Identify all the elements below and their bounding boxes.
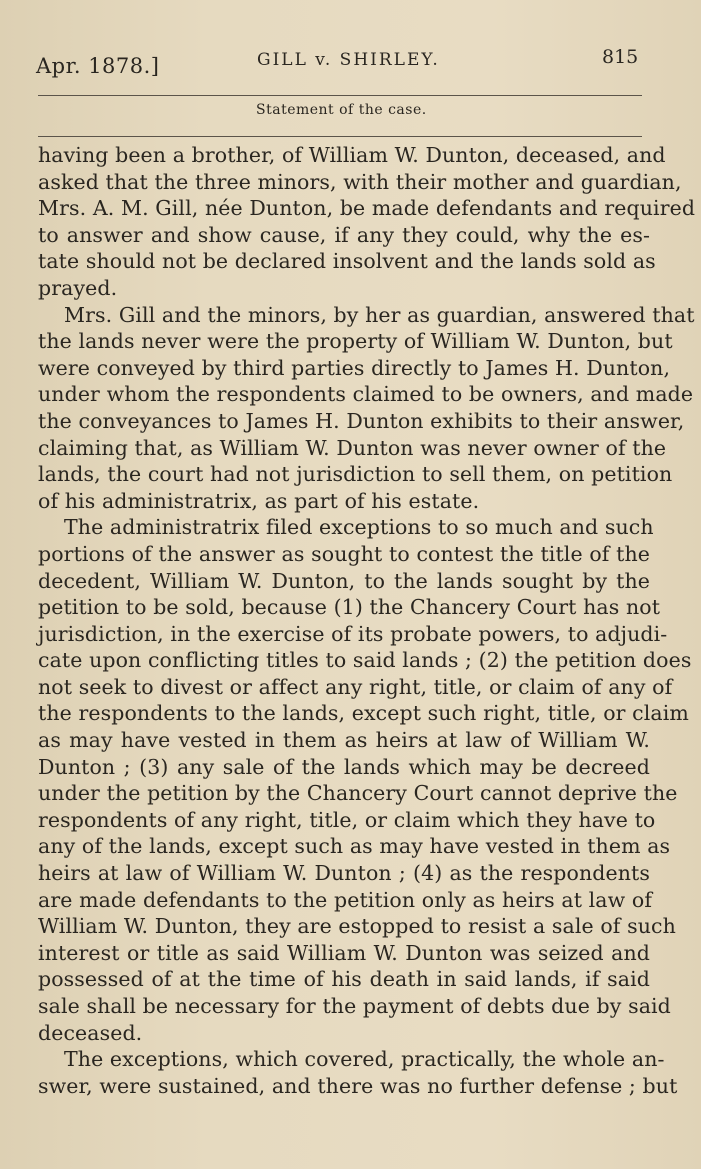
text-line: having been a brother, of William W. Dunton, deceased, and [38,143,666,167]
text-line: The exceptions, which covered, practically, the whole an- [64,1047,665,1072]
text-line: claiming that, as William W. Dunton was never owner of the [38,435,667,460]
text-line: the lands never were the property of William W. Dunton, but [38,329,673,354]
text-line: possessed of at the time of his death in said lands, if said [38,967,650,992]
text-line: portions of the answer as sought to contest the title of the [38,541,650,566]
text-line: the respondents to the lands, except such right, title, or claim [38,701,689,726]
text-line: any of the lands, except such as may have vested in them as [38,834,671,859]
text-line: under the petition by the Chancery Court cannot deprive the [38,781,678,806]
text-line: interest or title as said William W. Dunton was seized and [38,940,650,965]
body-text [38,142,696,1099]
text-line: prayed. [38,275,118,300]
text-line: are made defendants to the petition only as heirs at law of [38,887,653,912]
text-line: tate should not be declared insolvent and the lands sold as [38,249,656,274]
text-line: asked that the three minors, with their mother and guardian, [38,169,682,194]
text-line: deceased. [38,1020,143,1045]
text-line: the conveyances to James H. Dunton exhibits to their answer, [38,408,685,433]
text-line: The administratrix filed exceptions to so much and such [64,515,654,540]
text-line: swer, were sustained, and there was no further defense ; but [38,1073,678,1098]
text-line: cate upon conflicting titles to said lands ; (2) the petition does [38,648,692,673]
text-line: lands, the court had not jurisdiction to sell them, on petition [38,462,673,487]
header-rule-top [38,95,642,96]
text-line: Dunton ; (3) any sale of the lands which may be decreed [38,754,650,779]
header-rule-bottom [38,136,642,137]
text-line: Mrs. Gill and the minors, by her as guardian, answered that [64,302,695,327]
text-line: respondents of any right, title, or claim which they have to [38,807,656,832]
section-subtitle: Statement of the case. [256,102,427,118]
text-line: under whom the respondents claimed to be owners, and made [38,382,694,407]
text-line: petition to be sold, because (1) the Chancery Court has not [38,595,661,620]
text-line: William W. Dunton, they are estopped to resist a sale of such [38,914,676,939]
text-line: jurisdiction, in the exercise of its probate powers, to adjudi- [38,621,668,646]
text-line: as may have vested in them as heirs at law of William W. [38,728,650,753]
text-line: Mrs. A. M. Gill, née Dunton, be made defendants and required [38,196,696,221]
text-line: of his administratrix, as part of his estate. [38,488,480,513]
text-line: to answer and show cause, if any they could, why the es- [38,222,650,247]
header-case-title: GILL v. SHIRLEY. [257,50,440,70]
text-line: not seek to divest or affect any right, title, or claim of any of [38,674,673,699]
running-header [0,44,701,84]
page-number: 815 [602,46,639,68]
text-line: decedent, William W. Dunton, to the lands sought by the [38,568,650,593]
header-date: Apr. 1878.] [36,54,160,78]
text-line: were conveyed by third parties directly to James H. Dunton, [38,355,671,380]
text-line: sale shall be necessary for the payment of debts due by said [38,994,671,1018]
text-line: heirs at law of William W. Dunton ; (4) as the respondents [38,861,650,886]
